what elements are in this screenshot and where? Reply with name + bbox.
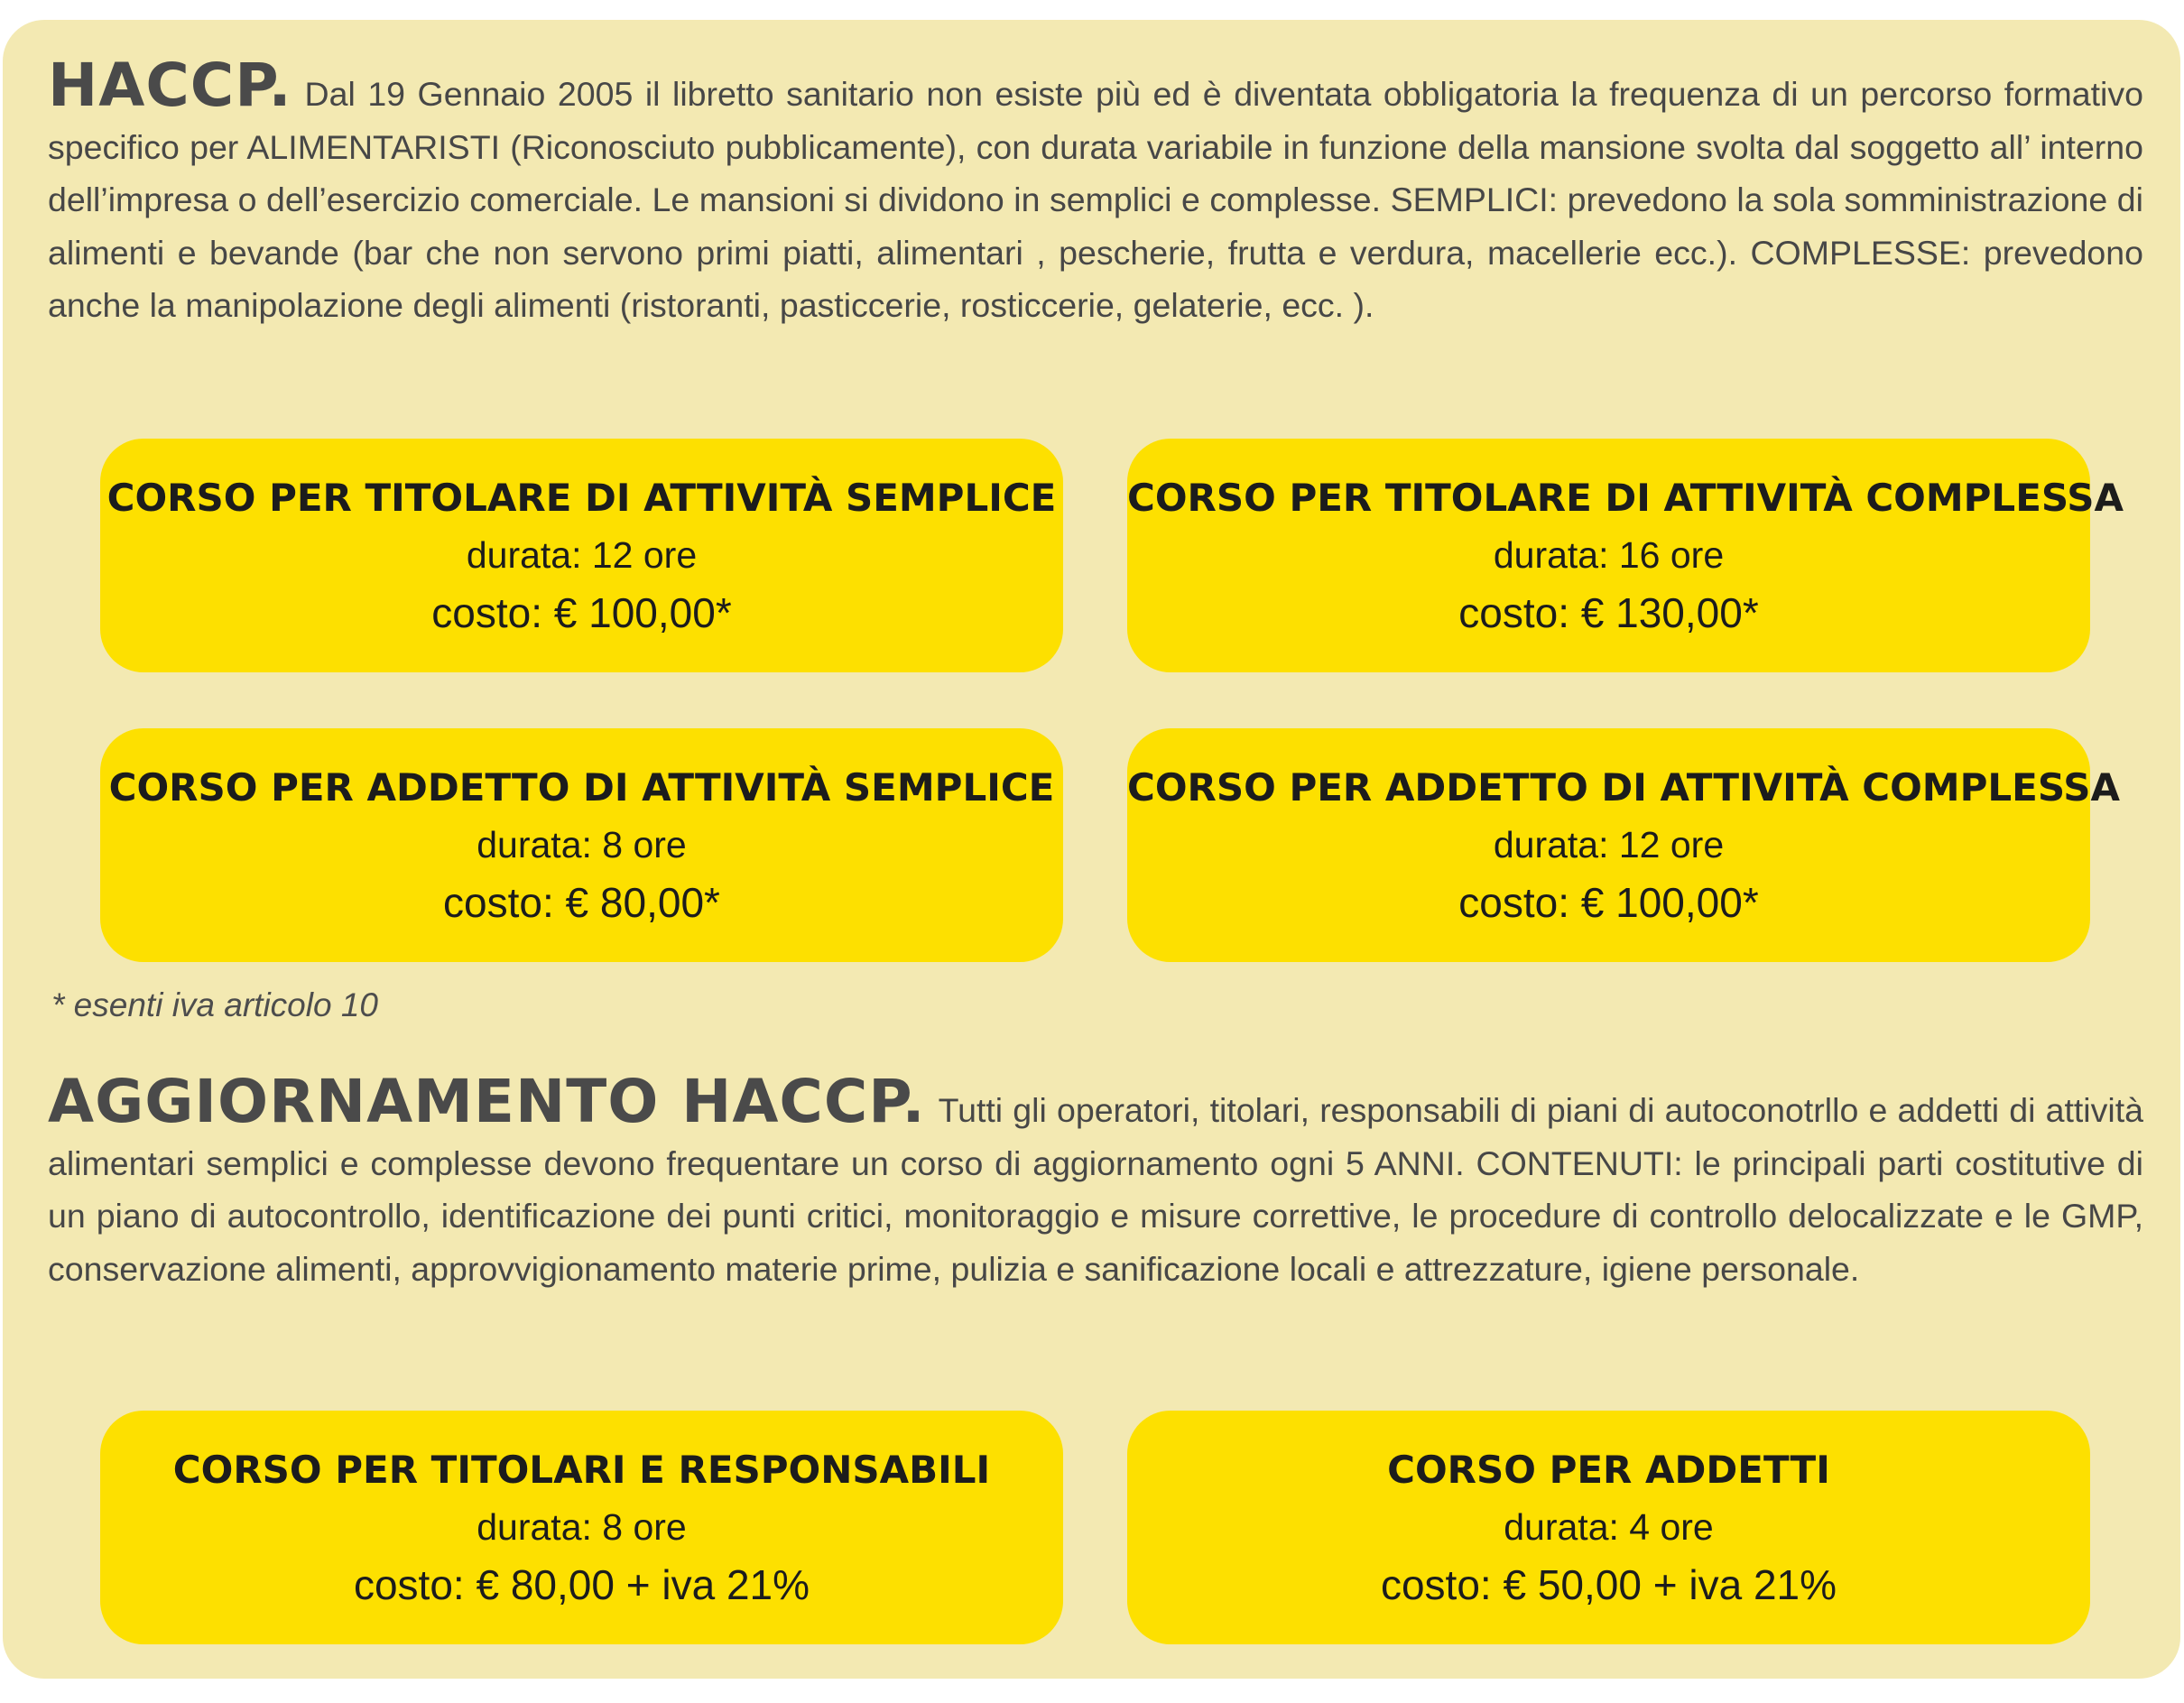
- course-duration: durata: 4 ore: [1504, 1506, 1714, 1548]
- update-text: Tutti gli operatori, titolari, responsabili di piani di autoconotrllo e addetti di attività alimentari semplici e complesse devono frequentare un corso di aggiornamento ogni 5 ANNI. CONTENUTI: le principali parti costitutive di un piano di autocontrollo, identificazione dei punti critici, monitoraggio e misure correttive, le procedure di controllo delocalizzate e le GMP, conservazione alimenti, approvvigionamento materie prime, pulizia e sanificazione locali e attrezzature, igiene personale.: [48, 1091, 2143, 1288]
- course-cost: costo: € 80,00*: [443, 879, 720, 926]
- course-cost: costo: € 100,00*: [431, 589, 732, 636]
- course-box-titolare-semplice: [100, 439, 1063, 672]
- course-duration: durata: 16 ore: [1493, 534, 1725, 576]
- vat-footnote: * esenti iva articolo 10: [51, 986, 378, 1023]
- course-cost: costo: € 50,00 + iva 21%: [1380, 1561, 1837, 1608]
- course-duration: durata: 12 ore: [466, 534, 698, 576]
- course-title: CORSO PER ADDETTO DI ATTIVITÀ COMPLESSA: [1127, 765, 2120, 810]
- update-paragraph: [48, 1067, 2143, 1295]
- haccp-info-panel: [3, 20, 2180, 1679]
- course-duration: durata: 8 ore: [477, 1506, 687, 1548]
- course-box-titolare-complessa: [1127, 439, 2124, 672]
- course-cost: costo: € 130,00*: [1458, 589, 1759, 636]
- course-box-addetti: [1127, 1411, 2090, 1644]
- course-duration: durata: 12 ore: [1493, 824, 1725, 865]
- intro-paragraph: [48, 51, 2143, 332]
- course-box-addetto-complessa: [1127, 728, 2120, 962]
- course-cost: costo: € 80,00 + iva 21%: [353, 1561, 810, 1608]
- course-title: CORSO PER TITOLARE DI ATTIVITÀ COMPLESSA: [1127, 476, 2124, 520]
- course-box-addetto-semplice: [100, 728, 1063, 962]
- course-duration: durata: 8 ore: [477, 824, 687, 865]
- course-title: CORSO PER TITOLARE DI ATTIVITÀ SEMPLICE: [106, 476, 1057, 520]
- course-title: CORSO PER ADDETTI: [1387, 1448, 1830, 1492]
- haccp-heading: HACCP.: [48, 51, 292, 120]
- course-title: CORSO PER ADDETTO DI ATTIVITÀ SEMPLICE: [108, 765, 1055, 810]
- course-cost: costo: € 100,00*: [1458, 879, 1759, 926]
- update-heading: AGGIORNAMENTO HACCP.: [48, 1067, 926, 1136]
- course-title: CORSO PER TITOLARI E RESPONSABILI: [172, 1448, 991, 1492]
- course-box-titolari-responsabili: [100, 1411, 1063, 1644]
- intro-text: Dal 19 Gennaio 2005 il libretto sanitario non esiste più ed è diventata obbligatoria la frequenza di un percorso formativo specifico per ALIMENTARISTI (Riconosciuto pubblicamente), con durata variabile in funzione della mansione svolta dal soggetto all’ interno dell’impresa o dell’esercizio comerciale. Le mansioni si dividono in semplici e complesse. SEMPLICI: prevedono la sola somministrazione di alimenti e bevande (bar che non servono primi piatti, alimentari , pescherie, frutta e verdura, macellerie ecc.). COMPLESSE: prevedono anche la manipolazione degli alimenti (ristoranti, pasticcerie, rosticcerie, gelaterie, ecc. ).: [48, 75, 2143, 324]
